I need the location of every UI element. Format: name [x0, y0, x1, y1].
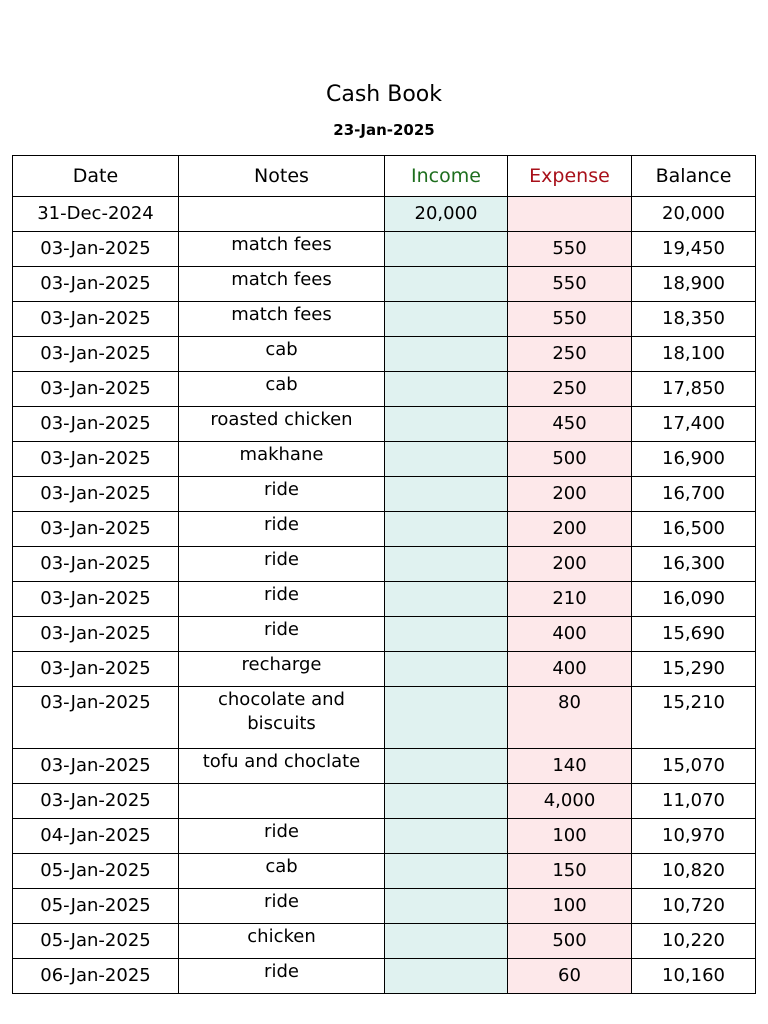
cell-income	[385, 337, 508, 372]
cell-date: 06-Jan-2025	[13, 959, 179, 994]
table-row	[13, 372, 756, 407]
cell-date: 03-Jan-2025	[13, 442, 179, 477]
cell-income	[385, 267, 508, 302]
table-row	[13, 197, 756, 232]
cell-expense: 60	[508, 959, 632, 994]
cell-income	[385, 547, 508, 582]
column-header-date: Date	[13, 156, 179, 197]
cell-expense: 500	[508, 924, 632, 959]
cell-expense: 100	[508, 889, 632, 924]
cell-balance: 16,900	[632, 442, 756, 477]
report-date: 23-Jan-2025	[333, 121, 435, 139]
cell-notes: ride	[179, 819, 385, 854]
cell-notes: match fees	[179, 232, 385, 267]
cell-balance: 16,500	[632, 512, 756, 547]
column-header-notes: Notes	[179, 156, 385, 197]
cell-date: 05-Jan-2025	[13, 889, 179, 924]
cash-book-table	[12, 155, 756, 994]
cell-balance: 16,700	[632, 477, 756, 512]
cell-expense: 200	[508, 547, 632, 582]
cell-balance: 10,720	[632, 889, 756, 924]
cell-date: 03-Jan-2025	[13, 547, 179, 582]
cell-notes	[179, 197, 385, 232]
cell-balance: 18,350	[632, 302, 756, 337]
table-row	[13, 889, 756, 924]
cell-balance: 17,400	[632, 407, 756, 442]
cell-expense: 550	[508, 232, 632, 267]
cell-balance: 15,290	[632, 652, 756, 687]
cell-expense: 150	[508, 854, 632, 889]
cell-date: 03-Jan-2025	[13, 582, 179, 617]
cell-balance: 10,820	[632, 854, 756, 889]
table-row	[13, 547, 756, 582]
cell-expense: 200	[508, 477, 632, 512]
cell-expense: 140	[508, 749, 632, 784]
cell-balance: 10,220	[632, 924, 756, 959]
cell-notes: ride	[179, 617, 385, 652]
column-header-expense: Expense	[508, 156, 632, 197]
cell-date: 03-Jan-2025	[13, 652, 179, 687]
table-row	[13, 617, 756, 652]
cell-expense: 500	[508, 442, 632, 477]
cell-expense: 80	[508, 687, 632, 749]
page-title: Cash Book	[326, 82, 442, 107]
cell-notes: match fees	[179, 302, 385, 337]
cell-expense: 550	[508, 302, 632, 337]
cell-date: 31-Dec-2024	[13, 197, 179, 232]
cell-balance: 16,300	[632, 547, 756, 582]
cell-expense: 250	[508, 337, 632, 372]
cell-notes: tofu and choclate	[179, 749, 385, 784]
cell-income	[385, 477, 508, 512]
cell-balance: 19,450	[632, 232, 756, 267]
cell-date: 03-Jan-2025	[13, 749, 179, 784]
cell-expense: 100	[508, 819, 632, 854]
cell-expense	[508, 197, 632, 232]
cell-income	[385, 652, 508, 687]
cell-notes	[179, 784, 385, 819]
cell-notes: chicken	[179, 924, 385, 959]
cell-income	[385, 819, 508, 854]
cell-balance: 17,850	[632, 372, 756, 407]
table-row	[13, 687, 756, 749]
cell-date: 05-Jan-2025	[13, 854, 179, 889]
cell-balance: 11,070	[632, 784, 756, 819]
table-row	[13, 582, 756, 617]
cell-balance: 18,900	[632, 267, 756, 302]
cell-income	[385, 889, 508, 924]
cell-notes: ride	[179, 959, 385, 994]
cell-date: 03-Jan-2025	[13, 687, 179, 749]
cell-expense: 550	[508, 267, 632, 302]
cell-expense: 210	[508, 582, 632, 617]
cell-notes: cab	[179, 337, 385, 372]
cell-date: 03-Jan-2025	[13, 477, 179, 512]
column-header-balance: Balance	[632, 156, 756, 197]
table-row	[13, 854, 756, 889]
cell-income	[385, 854, 508, 889]
cell-date: 03-Jan-2025	[13, 267, 179, 302]
cell-notes: makhane	[179, 442, 385, 477]
cell-income	[385, 617, 508, 652]
cell-date: 04-Jan-2025	[13, 819, 179, 854]
column-header-income: Income	[385, 156, 508, 197]
table-row	[13, 302, 756, 337]
cell-expense: 4,000	[508, 784, 632, 819]
table-row	[13, 477, 756, 512]
cell-notes: ride	[179, 889, 385, 924]
table-row	[13, 337, 756, 372]
table-row	[13, 784, 756, 819]
cell-balance: 10,970	[632, 819, 756, 854]
cell-income	[385, 232, 508, 267]
cell-expense: 450	[508, 407, 632, 442]
cell-expense: 200	[508, 512, 632, 547]
table-body	[13, 197, 756, 994]
table-row	[13, 407, 756, 442]
table-row	[13, 652, 756, 687]
cell-date: 03-Jan-2025	[13, 512, 179, 547]
cell-notes: ride	[179, 477, 385, 512]
cell-income	[385, 512, 508, 547]
cell-income	[385, 749, 508, 784]
cell-balance: 15,210	[632, 687, 756, 749]
cell-date: 03-Jan-2025	[13, 784, 179, 819]
cell-balance: 18,100	[632, 337, 756, 372]
cell-income	[385, 687, 508, 749]
cell-notes: cab	[179, 372, 385, 407]
cell-balance: 16,090	[632, 582, 756, 617]
table-row	[13, 232, 756, 267]
table-row	[13, 819, 756, 854]
cell-income	[385, 442, 508, 477]
cell-date: 03-Jan-2025	[13, 232, 179, 267]
cell-expense: 250	[508, 372, 632, 407]
table-row	[13, 749, 756, 784]
cell-notes: cab	[179, 854, 385, 889]
cell-balance: 15,070	[632, 749, 756, 784]
cell-income	[385, 924, 508, 959]
table-row	[13, 959, 756, 994]
cell-notes: ride	[179, 547, 385, 582]
table-row	[13, 924, 756, 959]
cell-income: 20,000	[385, 197, 508, 232]
cell-income	[385, 582, 508, 617]
cell-date: 05-Jan-2025	[13, 924, 179, 959]
table-header-row	[13, 156, 756, 197]
cell-income	[385, 302, 508, 337]
cell-income	[385, 407, 508, 442]
table-row	[13, 442, 756, 477]
cell-balance: 20,000	[632, 197, 756, 232]
cell-expense: 400	[508, 617, 632, 652]
cell-notes: recharge	[179, 652, 385, 687]
cell-income	[385, 372, 508, 407]
cell-date: 03-Jan-2025	[13, 302, 179, 337]
cell-notes: ride	[179, 512, 385, 547]
cell-income	[385, 959, 508, 994]
cell-notes: ride	[179, 582, 385, 617]
cell-expense: 400	[508, 652, 632, 687]
table-row	[13, 267, 756, 302]
cell-balance: 15,690	[632, 617, 756, 652]
cell-notes: roasted chicken	[179, 407, 385, 442]
table-row	[13, 512, 756, 547]
cell-notes: match fees	[179, 267, 385, 302]
cell-date: 03-Jan-2025	[13, 617, 179, 652]
cell-date: 03-Jan-2025	[13, 407, 179, 442]
cell-date: 03-Jan-2025	[13, 372, 179, 407]
cell-date: 03-Jan-2025	[13, 337, 179, 372]
cell-balance: 10,160	[632, 959, 756, 994]
cell-notes: chocolate and biscuits	[179, 687, 385, 749]
cell-income	[385, 784, 508, 819]
